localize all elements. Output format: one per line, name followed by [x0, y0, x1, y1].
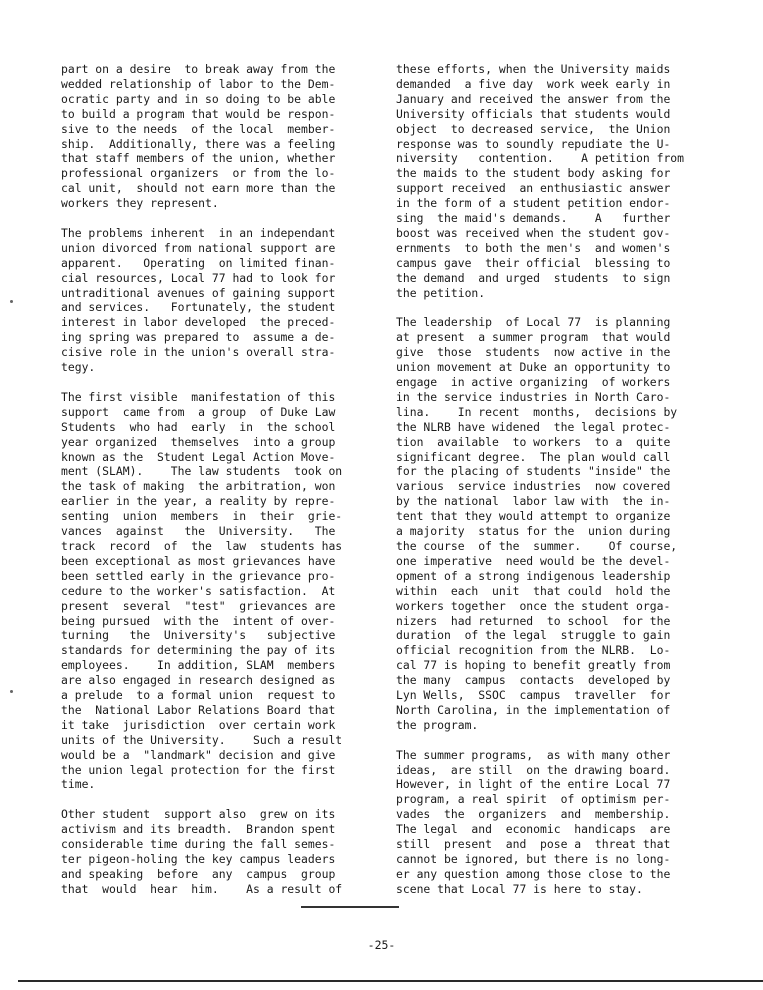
text-line: Lyn Wells, SSOC campus traveller for — [396, 688, 671, 703]
text-line: for the placing of students "inside" the — [396, 464, 671, 479]
text-line: Students who had early in the school — [61, 419, 336, 434]
page-number: -25- — [367, 938, 396, 952]
text-line: considerable time during the fall semes- — [61, 837, 336, 852]
text-line: professional organizers or from the lo- — [61, 166, 336, 181]
text-line: University officials that students would — [396, 106, 671, 121]
text-line: support received an enthusiastic answer — [396, 181, 671, 196]
text-line: nizers had returned to school for the — [396, 613, 671, 628]
text-line: untraditional avenues of gaining support — [61, 285, 336, 300]
text-line: ing spring was prepared to assume a de- — [61, 330, 336, 345]
text-line: vades the organizers and membership. — [396, 807, 671, 822]
text-line: time. — [61, 777, 96, 792]
text-line: program, a real spirit of optimism per- — [396, 792, 671, 807]
text-line: ernments to both the men's and women's — [396, 240, 671, 255]
text-line: senting union members in their grie- — [61, 509, 343, 524]
text-line: units of the University. Such a result — [61, 732, 343, 747]
column-end-rule — [301, 906, 399, 908]
margin-speck — [10, 300, 13, 303]
text-line: track record of the law students has — [61, 538, 343, 553]
text-line: known as the Student Legal Action Move- — [61, 449, 336, 464]
text-line: ter pigeon-holing the key campus leaders — [61, 851, 336, 866]
text-line: ideas, are still on the drawing board. — [396, 762, 671, 777]
text-line: the demand and urged students to sign — [396, 270, 671, 285]
text-line: cial resources, Local 77 had to look for — [61, 270, 336, 285]
text-line: ship. Additionally, there was a feeling — [61, 136, 336, 151]
text-line: support came from a group of Duke Law — [61, 404, 336, 419]
text-line: a prelude to a formal union request to — [61, 688, 336, 703]
text-line: a majority status for the union during — [396, 524, 671, 539]
text-line: the maids to the student body asking for — [396, 166, 671, 181]
text-line: are also engaged in research designed as — [61, 673, 336, 688]
text-line: cisive role in the union's overall stra- — [61, 345, 336, 360]
text-line: the union legal protection for the first — [61, 762, 336, 777]
paragraph — [396, 748, 702, 897]
page-bottom-rule — [18, 980, 763, 982]
text-line: apparent. Operating on limited finan- — [61, 255, 336, 270]
text-line: and speaking before any campus group — [61, 866, 336, 881]
text-line: various service industries now covered — [396, 479, 671, 494]
text-line: tion available to workers to a quite — [396, 434, 671, 449]
text-line: interest in labor developed the preced- — [61, 315, 336, 330]
right-column — [396, 62, 702, 912]
text-line: to build a program that would be respon- — [61, 106, 336, 121]
text-line: been exceptional as most grievances have — [61, 553, 336, 568]
text-line: the task of making the arbitration, won — [61, 479, 336, 494]
text-line: the many campus contacts developed by — [396, 673, 671, 688]
text-line: North Carolina, in the implementation of — [396, 702, 671, 717]
text-line: The problems inherent in an independant — [61, 225, 336, 240]
text-line: the NLRB have widened the legal protec- — [396, 419, 671, 434]
text-line: niversity contention. A petition from — [396, 151, 685, 166]
text-line: engage in active organizing of workers — [396, 375, 671, 390]
text-line: response was to soundly repudiate the U- — [396, 136, 671, 151]
text-line: tent that they would attempt to organize — [396, 509, 671, 524]
text-line: Other student support also grew on its — [61, 807, 336, 822]
text-line: lina. In recent months, decisions by — [396, 404, 678, 419]
text-line: scene that Local 77 is here to stay. — [396, 881, 643, 896]
margin-speck — [10, 690, 13, 693]
text-line: and services. Fortunately, the student — [61, 300, 336, 315]
paragraph — [61, 807, 367, 896]
text-line: January and received the answer from the — [396, 91, 671, 106]
text-line: one imperative need would be the devel- — [396, 553, 671, 568]
text-line: cal unit, should not earn more than the — [61, 181, 336, 196]
paragraph — [396, 62, 702, 301]
text-line: The legal and economic handicaps are — [396, 822, 671, 837]
text-line: being pursued with the intent of over- — [61, 613, 336, 628]
text-line: workers together once the student orga- — [396, 598, 671, 613]
text-line: earlier in the year, a reality by repre- — [61, 494, 336, 509]
text-line: that staff members of the union, whether — [61, 151, 336, 166]
paragraph — [61, 62, 367, 211]
text-line: would be a "landmark" decision and give — [61, 747, 336, 762]
text-line: ocratic party and in so doing to be able — [61, 91, 336, 106]
text-line: duration of the legal struggle to gain — [396, 628, 671, 643]
text-line: been settled early in the grievance pro- — [61, 568, 336, 583]
text-line: that would hear him. As a result of — [61, 881, 343, 896]
text-line: turning the University's subjective — [61, 628, 336, 643]
text-line: The first visible manifestation of this — [61, 389, 336, 404]
text-line: the National Labor Relations Board that — [61, 702, 336, 717]
text-line: union divorced from national support are — [61, 240, 336, 255]
text-line: sing the maid's demands. A further — [396, 211, 671, 226]
text-line: in the form of a student petition endor- — [396, 196, 671, 211]
text-line: ment (SLAM). The law students took on — [61, 464, 343, 479]
text-line: The leadership of Local 77 is planning — [396, 315, 671, 330]
text-line: within each unit that could hold the — [396, 583, 671, 598]
text-line: in the service industries in North Caro- — [396, 389, 671, 404]
text-line: The summer programs, as with many other — [396, 747, 671, 762]
paragraph — [396, 315, 702, 732]
text-line: sive to the needs of the local member- — [61, 121, 336, 136]
text-line: employees. In addition, SLAM members — [61, 658, 336, 673]
text-line: cannot be ignored, but there is no long- — [396, 852, 671, 866]
text-line: year organized themselves into a group — [61, 434, 336, 449]
text-line: boost was received when the student gov- — [396, 225, 671, 240]
text-line: campus gave their official blessing to — [396, 255, 671, 270]
text-line: cal 77 is hoping to benefit greatly from — [396, 658, 671, 673]
text-line: tegy. — [61, 360, 96, 375]
text-line: present several "test" grievances are — [61, 598, 336, 613]
text-line: still present and pose a threat that — [396, 837, 671, 852]
text-line: significant degree. The plan would call — [396, 449, 671, 464]
text-line: activism and its breadth. Brandon spent — [61, 822, 336, 837]
text-line: wedded relationship of labor to the Dem- — [61, 76, 336, 91]
text-line: these efforts, when the University maids — [396, 62, 671, 76]
text-line: workers they represent. — [61, 196, 219, 211]
paragraph — [61, 390, 367, 792]
text-line: the course of the summer. Of course, — [396, 538, 678, 553]
text-line: cedure to the worker's satisfaction. At — [61, 583, 336, 598]
text-line: demanded a five day work week early in — [396, 76, 671, 91]
text-line: union movement at Duke an opportunity to — [396, 360, 671, 375]
text-line: by the national labor law with the in- — [396, 494, 671, 509]
left-column — [61, 62, 367, 912]
text-line: at present a summer program that would — [396, 330, 671, 345]
text-line: er any question among those close to the — [396, 866, 671, 881]
text-line: vances against the University. The — [61, 524, 336, 539]
text-line: standards for determining the pay of its — [61, 643, 336, 658]
text-line: However, in light of the entire Local 77 — [396, 777, 671, 792]
text-line: official recognition from the NLRB. Lo- — [396, 643, 671, 658]
text-line: part on a desire to break away from the — [61, 62, 336, 76]
text-line: opment of a strong indigenous leadership — [396, 568, 671, 583]
text-line: give those students now active in the — [396, 345, 671, 360]
text-line: object to decreased service, the Union — [396, 121, 671, 136]
paragraph — [61, 226, 367, 375]
text-line: the program. — [396, 717, 479, 732]
text-line: it take jurisdiction over certain work — [61, 717, 336, 732]
text-line: the petition. — [396, 285, 486, 300]
